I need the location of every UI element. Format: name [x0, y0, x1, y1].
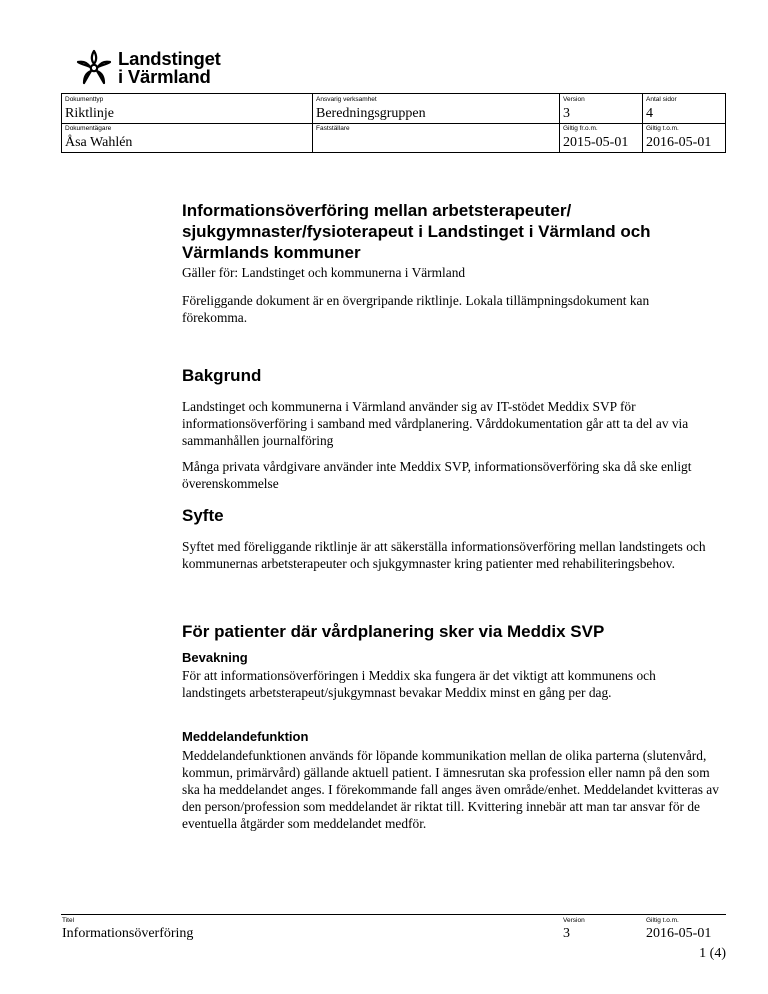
page-count-label: Antal sidor: [646, 96, 677, 103]
owner-cell: [62, 123, 312, 153]
footer-divider: [61, 914, 726, 915]
approver-label: Fastställare: [316, 125, 350, 132]
valid-from-label: Giltig fr.o.m.: [563, 125, 598, 132]
valid-to-value: 2016-05-01: [646, 135, 712, 150]
valid-to-cell: [642, 123, 726, 153]
owner-value: Åsa Wahlén: [65, 135, 133, 150]
footer-title-label: Titel: [62, 917, 75, 924]
doc-type-cell: [62, 94, 312, 123]
bevakning-heading: Bevakning: [182, 650, 248, 665]
logo-line-1: Landstinget: [118, 48, 221, 69]
meddelande-paragraph: Meddelandefunktionen används för löpande kommunikation mellan de olika parterna (slutenvård, kommun, primärvård) gällande aktuell patient. I ämnesrutan ska profession eller namn på den som ska ha meddelandet anges. I förekommande fall anges även område/enhet. Meddelandet kvitteras av den person/profession som meddelandet är riktat till. Kvittering innebär att man tar ansvar för de eventuella åtgärder som meddelandet medför.: [182, 748, 719, 831]
page-count-cell: [642, 94, 726, 123]
intro-paragraph: Föreliggande dokument är en övergripande riktlinje. Lokala tillämpningsdokument kan förekomma.: [182, 293, 650, 325]
meddix-heading: För patienter där vårdplanering sker via Meddix SVP: [182, 622, 605, 641]
valid-from-value: 2015-05-01: [563, 135, 629, 150]
page-number: 1 (4): [699, 946, 726, 961]
version-value: 3: [563, 106, 570, 121]
bakgrund-heading: Bakgrund: [182, 366, 262, 385]
footer-title: Informationsöverföring: [62, 926, 194, 941]
bakgrund-paragraph-2: Många privata vårdgivare använder inte Meddix SVP, informationsöverföring ska då ske enligt överenskommelse: [182, 459, 692, 491]
approver-cell: [312, 123, 559, 153]
bakgrund-paragraph-1: Landstinget och kommunerna i Värmland använder sig av IT-stödet Meddix SVP för informationsöverföring i samband med vårdplanering. Vårddokumentation går att ta del av via sammanhållen journalföring: [182, 399, 689, 448]
organization-logo: [74, 48, 234, 88]
doc-type-value: Riktlinje: [65, 106, 114, 121]
valid-to-label: Giltig t.o.m.: [646, 125, 679, 132]
footer-valid-to: 2016-05-01: [646, 926, 712, 941]
responsible-value: Beredningsgruppen: [316, 106, 426, 121]
version-cell: [559, 94, 642, 123]
footer-version: 3: [563, 926, 570, 941]
meddelande-heading: Meddelandefunktion: [182, 729, 309, 744]
valid-from-cell: [559, 123, 642, 153]
footer-version-label: Version: [563, 917, 585, 924]
responsible-cell: [312, 94, 559, 123]
flower-logo-icon: [74, 48, 114, 88]
logo-line-2: i Värmland: [118, 66, 211, 87]
owner-label: Dokumentägare: [65, 125, 112, 132]
syfte-paragraph: Syftet med föreliggande riktlinje är att säkerställa informationsöverföring mellan landstingets och kommunernas arbetsterapeuter och sjukgymnaster kring patienter med rehabiliteringsbehov.: [182, 539, 706, 571]
document-title: Informationsöverföring mellan arbetsterapeuter/ sjukgymnaster/fysioterapeut i Landstinget i Värmland och Värmlands kommuner: [182, 201, 651, 262]
responsible-label: Ansvarig verksamhet: [316, 96, 377, 103]
document-metadata-table: [61, 93, 726, 153]
version-label: Version: [563, 96, 585, 103]
doc-type-label: Dokumenttyp: [65, 96, 104, 103]
footer-valid-to-label: Giltig t.o.m.: [646, 917, 679, 924]
applies-to-text: Gäller för: Landstinget och kommunerna i Värmland: [182, 265, 466, 280]
syfte-heading: Syfte: [182, 506, 224, 525]
page-count-value: 4: [646, 106, 653, 121]
bevakning-paragraph: För att informationsöverföringen i Meddix ska fungera är det viktigt att kommunens och landstingets arbetsterapeut/sjukgymnast bevakar Meddix minst en gång per dag.: [182, 668, 656, 700]
